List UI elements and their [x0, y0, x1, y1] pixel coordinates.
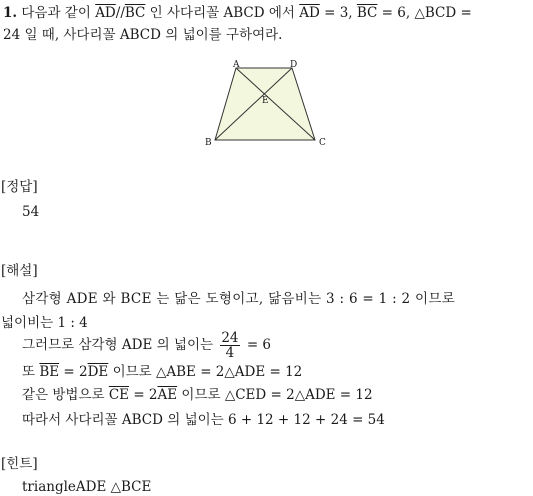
problem-line-1: [3, 4, 472, 22]
fraction-denominator: 4: [225, 345, 235, 361]
solution-line-3: [22, 328, 271, 362]
solution-text: 이므로 △CED = 2△ADE = 12: [177, 387, 373, 403]
solution-text: 또: [22, 364, 40, 380]
hint-text: triangleADE △BCE: [22, 479, 152, 495]
segment-bc: $\overline{BC}$: [124, 5, 146, 21]
solution-line-5: [22, 386, 373, 404]
answer-header: [정답]: [1, 179, 38, 195]
point-label-e: E: [262, 96, 269, 106]
vertex-label-c: C: [319, 138, 326, 148]
problem-text-part: = 6, △BCD =: [377, 5, 472, 21]
trapezoid-diagram: [200, 58, 335, 150]
vertex-label-a: A: [233, 60, 240, 70]
solution-text: 그러므로 삼각형 ADE 의 넓이는: [22, 337, 214, 353]
segment-ad: $\overline{AD}$: [299, 5, 320, 21]
problem-text-part: 인 사다리꼴 ABCD 에서: [145, 5, 300, 21]
segment-ae: $\overline{AE}$: [157, 387, 178, 403]
solution-header: [해설]: [1, 263, 38, 279]
solution-text: = 2: [59, 364, 88, 380]
vertex-label-b: B: [205, 138, 212, 148]
solution-line-1: 삼각형 ADE 와 BCE 는 닮은 도형이고, 닮음비는 3 : 6 = 1 : 2 이므로: [22, 291, 456, 307]
solution-text: = 6: [246, 337, 272, 353]
segment-ce: $\overline{CE}$: [108, 387, 130, 403]
segment-bc: $\overline{BC}$: [356, 5, 378, 21]
segment-ad: $\overline{AD}$: [95, 5, 116, 21]
solution-text: 같은 방법으로: [22, 387, 109, 403]
problem-number: 1.: [3, 5, 18, 21]
solution-line-2: 넓이비는 1 : 4: [1, 315, 88, 331]
segment-be: $\overline{BE}$: [39, 364, 60, 380]
solution-text: = 2: [129, 387, 158, 403]
segment-de: $\overline{DE}$: [87, 364, 109, 380]
solution-line-6: 따라서 사다리꼴 ABCD 의 넓이는 6 + 12 + 12 + 24 = 54: [22, 412, 385, 428]
parallel-symbol: //: [115, 5, 125, 21]
solution-line-4: [22, 363, 302, 381]
problem-text-part: 다음과 같이: [21, 5, 96, 21]
problem-line-2: 24 일 때, 사다리꼴 ABCD 의 넓이를 구하여라.: [3, 27, 283, 43]
hint-header: [힌트]: [1, 456, 38, 472]
problem-text-part: = 3,: [319, 5, 357, 21]
answer-value: 54: [22, 204, 40, 220]
fraction-numerator: 24: [221, 330, 239, 346]
vertex-label-d: D: [290, 60, 298, 70]
fraction-24-over-4: [220, 331, 239, 360]
solution-text: 이므로 △ABE = 2△ADE = 12: [108, 364, 303, 380]
